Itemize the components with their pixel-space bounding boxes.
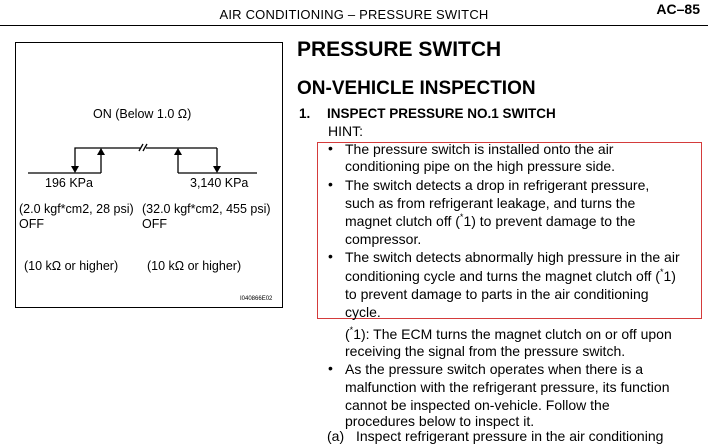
bullet-4-line-1: As the pressure switch operates when there is a <box>345 361 644 377</box>
bullet-3-line-3: to prevent damage to parts in the air conditioning <box>345 286 649 302</box>
bullet-3-line-2: conditioning cycle and turns the magnet clutch off (*1) <box>345 267 676 284</box>
bullet-4-line-4: procedures below to inspect it. <box>345 413 535 429</box>
step-title: INSPECT PRESSURE NO.1 SWITCH <box>327 106 556 121</box>
section-subtitle: ON-VEHICLE INSPECTION <box>297 78 536 99</box>
footnote-star: * <box>659 267 664 277</box>
low-rise-arrowhead <box>97 148 105 155</box>
header-rule <box>0 25 708 26</box>
section-header-title: AIR CONDITIONING – PRESSURE SWITCH <box>219 7 489 22</box>
high-off-label: OFF <box>142 217 167 231</box>
bullet-3-line-1: The switch detects abnormally high pressure in the air <box>345 249 680 265</box>
footnote-star: * <box>349 325 354 335</box>
bullet-1-line-1: The pressure switch is installed onto the air <box>345 141 614 157</box>
bullet-2-line-3: magnet clutch off (*1) to prevent damage to the <box>345 212 636 229</box>
bullet-4-marker: • <box>328 360 333 376</box>
substep-a-label: (a) <box>327 428 345 444</box>
hint-label: HINT: <box>328 123 363 139</box>
bullet-2-marker: • <box>328 176 333 192</box>
low-side-on-line <box>75 148 140 169</box>
pressure-switch-diagram <box>15 42 283 308</box>
footnote-line-1: (*1): The ECM turns the magnet clutch on or off upon <box>345 325 672 342</box>
bullet-3-marker: • <box>328 248 333 264</box>
low-pressure-label: 196 KPa <box>45 176 93 190</box>
bullet-4-line-2: malfunction with the refrigerant pressure, its function <box>345 379 670 395</box>
bullet-2-line-4: compressor. <box>345 231 422 247</box>
low-drop-arrowhead <box>71 166 79 173</box>
low-resistance-label: (10 kΩ or higher) <box>24 259 119 273</box>
on-state-label: ON (Below 1.0 Ω) <box>93 107 192 121</box>
bullet-1-marker: • <box>328 140 333 156</box>
bullet-1-line-2: conditioning pipe on the high pressure side. <box>345 158 616 174</box>
substep-a-text: Inspect refrigerant pressure in the air conditioning <box>356 428 664 444</box>
footnote-star: * <box>459 212 464 222</box>
footnote-line-2: receiving the signal from the pressure switch. <box>345 343 626 359</box>
page-title: PRESSURE SWITCH <box>297 38 502 61</box>
bullet-4-line-3: cannot be inspected on-vehicle. Follow the <box>345 397 610 413</box>
high-resistance-label: (10 kΩ or higher) <box>147 259 242 273</box>
figure-id: I040866E02 <box>240 296 273 302</box>
bullet-2-line-2: such as from refrigerant leakage, and turns the <box>345 195 636 211</box>
bullet-2-line-1: The switch detects a drop in refrigerant pressure, <box>345 177 650 193</box>
bullet-3-line-4: cycle. <box>345 304 381 320</box>
high-drop-arrowhead <box>213 166 221 173</box>
page-number: AC–85 <box>656 1 700 17</box>
high-pressure-label: 3,140 KPa <box>190 176 249 190</box>
low-off-label: OFF <box>19 217 44 231</box>
low-pressure-alt-units: (2.0 kgf*cm2, 28 psi) <box>19 202 134 216</box>
high-pressure-alt-units: (32.0 kgf*cm2, 455 psi) <box>142 202 271 216</box>
step-number: 1. <box>299 106 311 121</box>
high-rise-arrowhead <box>174 148 182 155</box>
